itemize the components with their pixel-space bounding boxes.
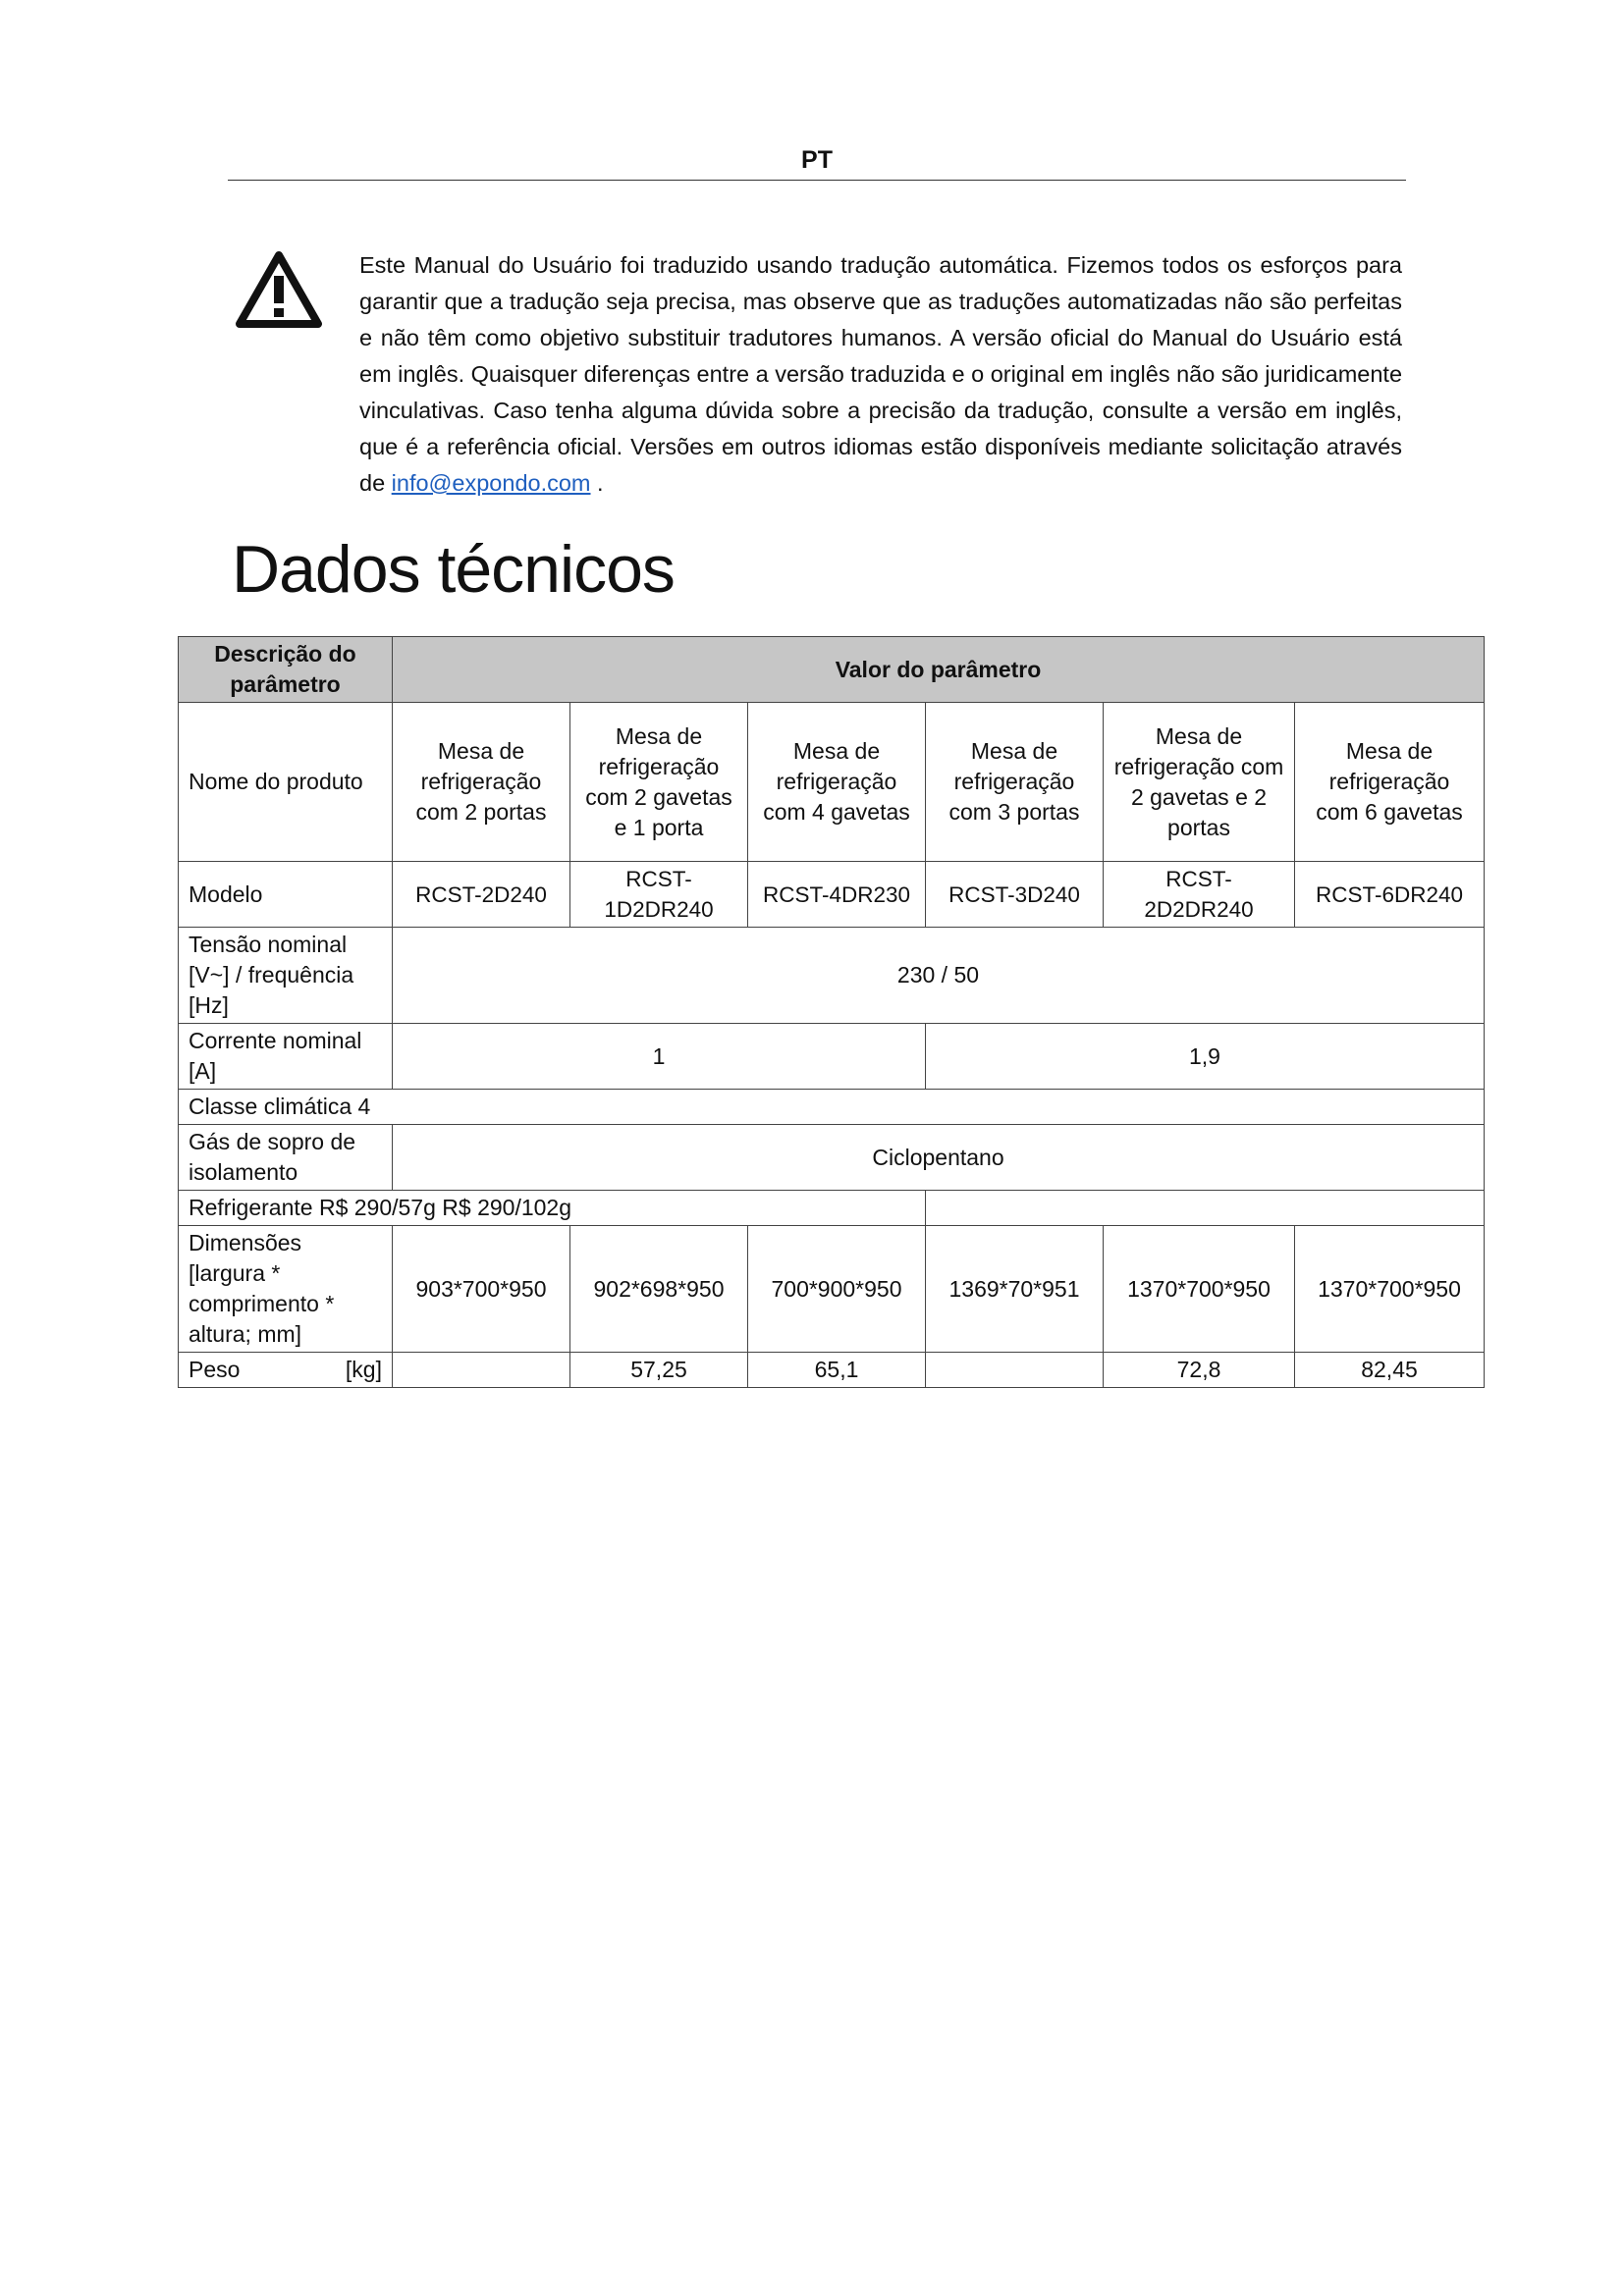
table-row-model xyxy=(179,862,1485,928)
table-cell: Mesa de refrigeração com 3 portas xyxy=(926,703,1104,862)
table-cell: RCST-2D240 xyxy=(393,862,570,928)
table-row-current xyxy=(179,1024,1485,1090)
table-row-product-name xyxy=(179,703,1485,862)
table-cell: 1369*70*951 xyxy=(926,1226,1104,1353)
section-title: Dados técnicos xyxy=(232,532,675,607)
technical-data-table xyxy=(178,636,1485,1388)
table-row-voltage xyxy=(179,928,1485,1024)
table-row-climate xyxy=(179,1090,1485,1125)
row-label xyxy=(179,1353,393,1388)
table-cell: 57,25 xyxy=(570,1353,748,1388)
row-label: Refrigerante R$ 290/57g R$ 290/102g xyxy=(179,1191,926,1226)
table-cell xyxy=(926,1191,1485,1226)
table-cell: Mesa de refrigeração com 4 gavetas xyxy=(748,703,926,862)
weight-unit: [kg] xyxy=(345,1357,382,1382)
table-cell: RCST-3D240 xyxy=(926,862,1104,928)
table-cell: RCST-6DR240 xyxy=(1295,862,1485,928)
table-cell: 230 / 50 xyxy=(393,928,1485,1024)
table-cell: 1 xyxy=(393,1024,926,1090)
table-cell: 72,8 xyxy=(1104,1353,1295,1388)
table-cell: Mesa de refrigeração com 2 portas xyxy=(393,703,570,862)
row-label: Tensão nominal [V~] / frequência [Hz] xyxy=(179,928,393,1024)
table-row-refrigerant xyxy=(179,1191,1485,1226)
table-cell: 1370*700*950 xyxy=(1104,1226,1295,1353)
row-label: Modelo xyxy=(179,862,393,928)
notice-text: Este Manual do Usuário foi traduzido usando tradução automática. Fizemos todos os esforços para garantir que a tradução seja precisa, mas observe que as traduções automatizadas não são perfeitas e não têm como objetivo substituir tradutores humanos. A versão oficial do Manual do Usuário está em inglês. Quaisquer diferenças entre a versão traduzida e o original em inglês não são juridicamente vinculativas. Caso tenha alguma dúvida sobre a precisão da tradução, consulte a versão em inglês, que é a referência oficial. Versões em outros idiomas estão disponíveis mediante solicitação através de xyxy=(359,252,1403,496)
table-cell: RCST-1D2DR240 xyxy=(570,862,748,928)
table-row-dimensions xyxy=(179,1226,1485,1353)
header-value-cell: Valor do parâmetro xyxy=(393,637,1485,703)
table-cell: 700*900*950 xyxy=(748,1226,926,1353)
table-row-gas xyxy=(179,1125,1485,1191)
header-param-cell: Descrição do parâmetro xyxy=(179,637,393,703)
row-label: Gás de sopro de isolamento xyxy=(179,1125,393,1191)
email-link[interactable]: info@expondo.com xyxy=(391,470,591,496)
row-label: Dimensões [largura * comprimento * altura; mm] xyxy=(179,1226,393,1353)
weight-label: Peso xyxy=(189,1357,241,1382)
row-label: Nome do produto xyxy=(179,703,393,862)
table-cell: RCST-2D2DR240 xyxy=(1104,862,1295,928)
row-label: Corrente nominal [A] xyxy=(179,1024,393,1090)
table-cell: Mesa de refrigeração com 2 gavetas e 2 portas xyxy=(1104,703,1295,862)
table-cell xyxy=(393,1353,570,1388)
table-cell: 903*700*950 xyxy=(393,1226,570,1353)
table-cell: Mesa de refrigeração com 2 gavetas e 1 porta xyxy=(570,703,748,862)
table-cell: 65,1 xyxy=(748,1353,926,1388)
notice-text-end: . xyxy=(597,470,604,496)
warning-triangle-icon xyxy=(236,250,322,329)
translation-notice xyxy=(359,247,1402,502)
table-cell: 1,9 xyxy=(926,1024,1485,1090)
row-label: Classe climática 4 xyxy=(179,1090,1485,1125)
table-cell xyxy=(926,1353,1104,1388)
table-cell: Mesa de refrigeração com 6 gavetas xyxy=(1295,703,1485,862)
table-cell: RCST-4DR230 xyxy=(748,862,926,928)
page-header-language: PT xyxy=(228,140,1406,181)
table-cell: 1370*700*950 xyxy=(1295,1226,1485,1353)
table-cell: 902*698*950 xyxy=(570,1226,748,1353)
table-row-weight xyxy=(179,1353,1485,1388)
table-cell: 82,45 xyxy=(1295,1353,1485,1388)
table-cell: Ciclopentano xyxy=(393,1125,1485,1191)
table-header-row xyxy=(179,637,1485,703)
